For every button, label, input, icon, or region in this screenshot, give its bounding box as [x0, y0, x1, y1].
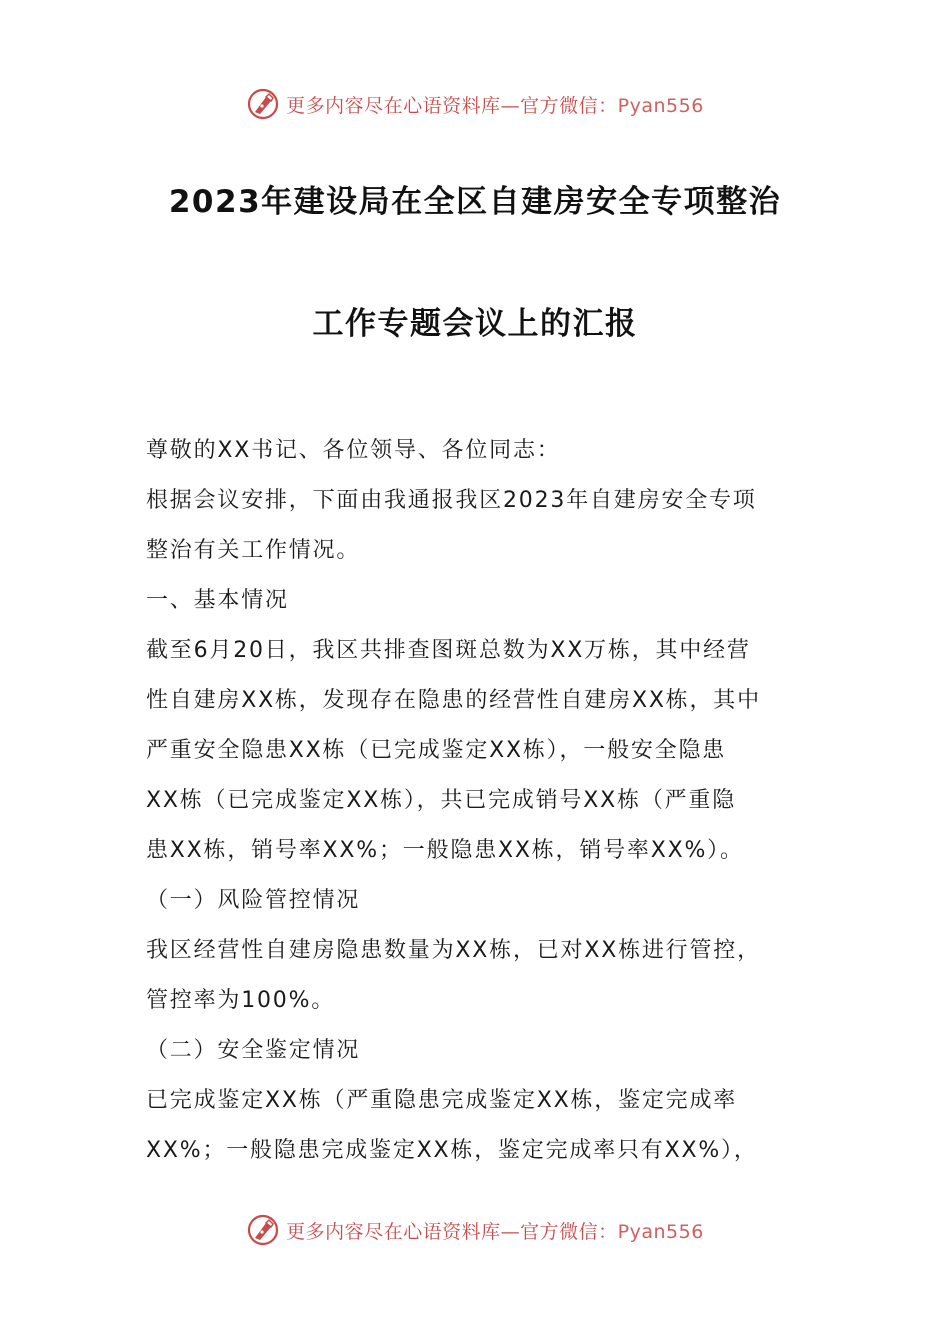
body-line: 患XX栋，销号率XX%；一般隐患XX栋，销号率XX%）。: [146, 838, 744, 863]
header-watermark: [0, 84, 950, 124]
body-line: 尊敬的XX书记、各位领导、各位同志：: [146, 438, 561, 463]
watermark-text: [286, 91, 704, 118]
body-line: XX栋（已完成鉴定XX栋），共已完成销号XX栋（严重隐: [146, 788, 737, 813]
subsection-heading: （二）安全鉴定情况: [146, 1038, 361, 1063]
body-line: 根据会议安排，下面由我通报我区2023年自建房安全专项: [146, 488, 757, 513]
body-line: 截至6月20日，我区共排查图斑总数为XX万栋，其中经营: [146, 638, 751, 663]
pen-nib-seal-icon: [246, 87, 280, 121]
body-line: 已完成鉴定XX栋（严重隐患完成鉴定XX栋，鉴定完成率: [146, 1088, 738, 1113]
watermark-wechat-id: Pyan556: [617, 94, 704, 117]
document-body: [146, 426, 808, 1176]
watermark-text-cn: 更多内容尽在心语资料库—官方微信：: [286, 94, 618, 117]
subsection-heading: （一）风险管控情况: [146, 888, 361, 913]
body-line: XX%；一般隐患完成鉴定XX栋，鉴定完成率只有XX%），: [146, 1138, 758, 1163]
watermark-text-cn: 更多内容尽在心语资料库—官方微信：: [286, 1220, 618, 1243]
section-heading: 一、基本情况: [146, 588, 289, 613]
body-line: 管控率为100%。: [146, 988, 336, 1013]
document-title-line-2: 工作专题会议上的汇报: [312, 306, 638, 342]
watermark-wechat-id: Pyan556: [617, 1220, 704, 1243]
body-line: 严重安全隐患XX栋（已完成鉴定XX栋），一般安全隐患: [146, 738, 727, 763]
body-line: 整治有关工作情况。: [146, 538, 361, 563]
pen-nib-seal-icon: [246, 1213, 280, 1247]
footer-watermark: [0, 1210, 950, 1250]
body-line: 我区经营性自建房隐患数量为XX栋，已对XX栋进行管控，: [146, 938, 761, 963]
body-line: 性自建房XX栋，发现存在隐患的经营性自建房XX栋，其中: [146, 688, 761, 713]
watermark-text: [286, 1217, 704, 1244]
document-title-line-1: 2023年建设局在全区自建房安全专项整治: [168, 184, 782, 220]
